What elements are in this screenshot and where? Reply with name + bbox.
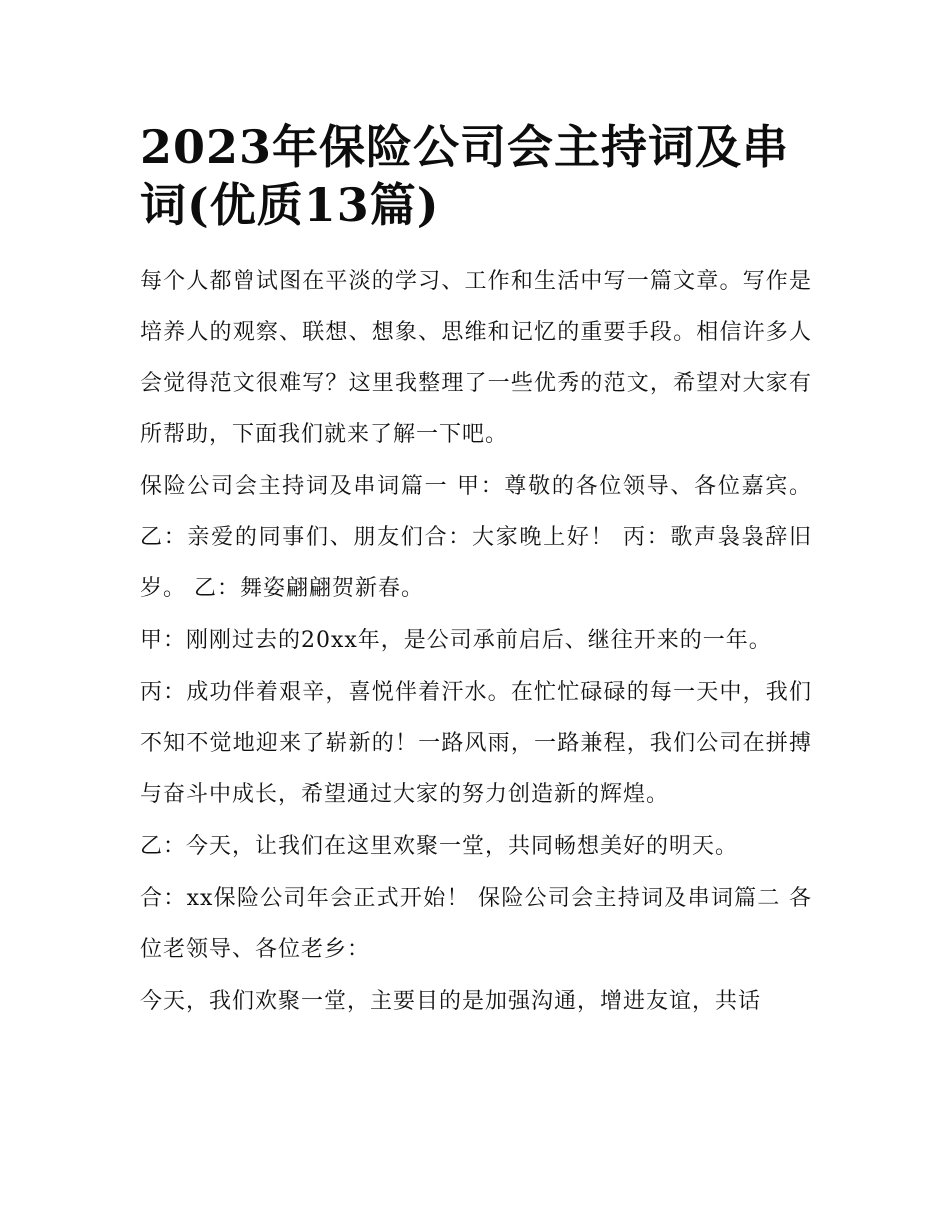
paragraph-intro: 每个人都曾试图在平淡的学习、工作和生活中写一篇文章。写作是培养人的观察、联想、想象、思维和记忆的重要手段。相信许多人会觉得范文很难写？这里我整理了一些优秀的范文，希望对大家有所帮助，下面我们就来了解一下吧。 [140,269,812,447]
paragraph-part-two-start: 今天，我们欢聚一堂，主要目的是加强沟通，增进友谊，共话 [140,989,762,1014]
paragraph-he-line: 合：xx保险公司年会正式开始！ 保险公司会主持词及串词篇二 各位老领导、各位老乡： [140,886,812,962]
document-title: 2023年保险公司会主持词及串词(优质13篇) [140,120,790,232]
paragraph-yi-line: 乙：今天，让我们在这里欢聚一堂，共同畅想美好的明天。 [140,834,739,859]
paragraph-bing-line: 丙：成功伴着艰辛，喜悦伴着汗水。在忙忙碌碌的每一天中，我们不知不觉地迎来了崭新的！一路风雨，一路兼程，我们公司在拼搏与奋斗中成长，希望通过大家的努力创造新的辉煌。 [140,680,812,807]
paragraph-part-one-opening: 保险公司会主持词及串词篇一 甲：尊敬的各位领导、各位嘉宾。 乙：亲爱的同事们、朋友们合：大家晚上好！ 丙：歌声袅袅辞旧岁。 乙：舞姿翩翩贺新春。 [140,474,812,601]
document-body [140,118,812,1028]
paragraph-jia-line: 甲：刚刚过去的20xx年，是公司承前启后、继往开来的一年。 [140,628,772,653]
paragraph-list [140,256,812,1027]
